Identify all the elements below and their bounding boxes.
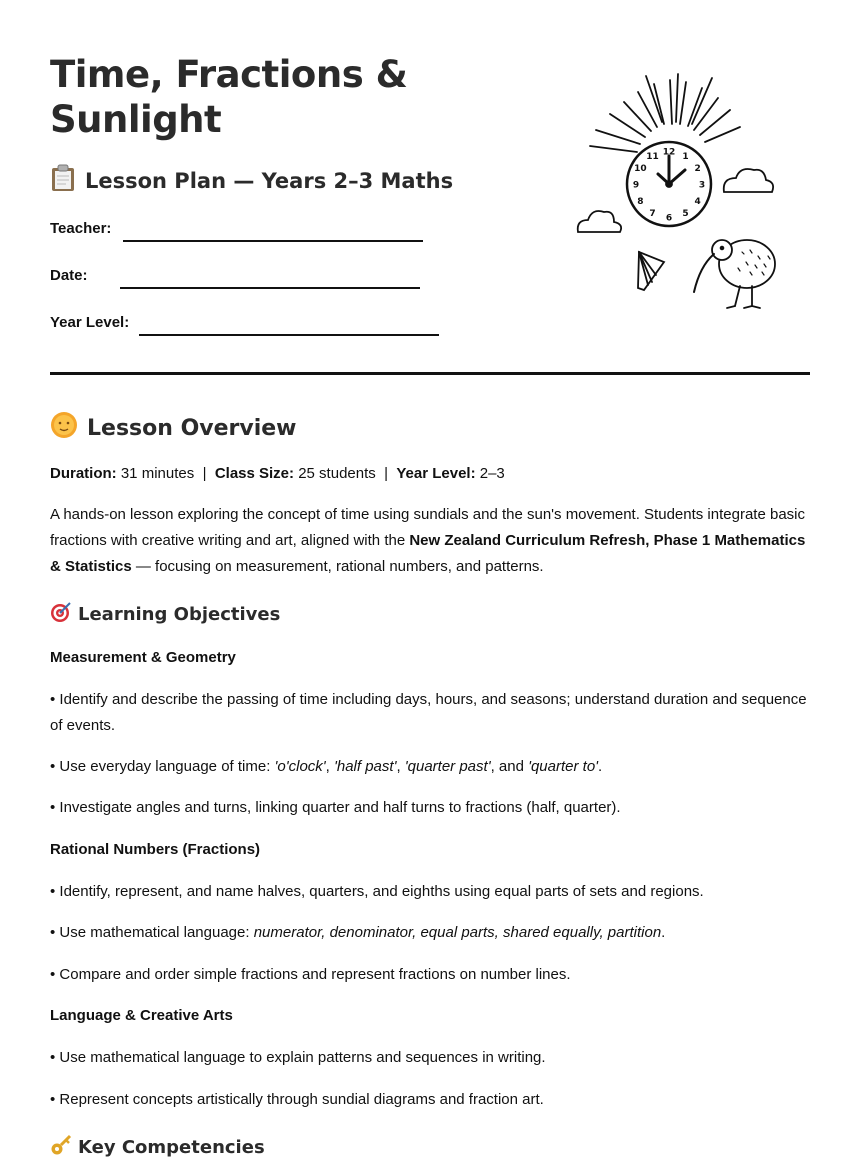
- clock-numeral: 4: [694, 197, 701, 207]
- duration-label: Duration:: [50, 465, 117, 482]
- target-icon: [50, 601, 72, 628]
- key-competencies-title: Key Competencies: [78, 1137, 265, 1158]
- teacher-input-line[interactable]: [123, 240, 423, 242]
- clock-numeral: 9: [632, 180, 640, 191]
- lesson-overview-title: Lesson Overview: [87, 415, 297, 441]
- clock-numeral: 10: [634, 164, 647, 174]
- sun-rays-icon: [590, 74, 740, 152]
- year-level-meta-value: 2–3: [479, 465, 505, 482]
- lesson-overview-heading: [50, 411, 297, 445]
- time-language-intro: • Use everyday language of time:: [50, 758, 275, 775]
- subtitle-text: Lesson Plan — Years 2–3 Maths: [85, 168, 454, 193]
- description-start: A hands-on lesson exploring the concept of time using sundials and the sun's movement. Students integrate basic fractions with creative writing and art, aligned with the: [50, 506, 805, 549]
- time-term: 'quarter to': [528, 758, 599, 775]
- class-size-value: 25 students: [298, 465, 376, 482]
- year-level-meta-label: Year Level:: [396, 465, 476, 482]
- lesson-plan-subtitle: [50, 164, 453, 197]
- clock-numeral: 5: [682, 209, 689, 220]
- list-item: [50, 920, 810, 946]
- date-input-line[interactable]: [120, 287, 420, 289]
- date-label: Date:: [50, 267, 88, 284]
- clock-numeral: 2: [694, 164, 701, 174]
- clock-icon: [627, 142, 711, 226]
- cloud-icon: [578, 211, 621, 232]
- year-level-label: Year Level:: [50, 314, 130, 331]
- learning-objectives-heading: [50, 601, 280, 628]
- overview-meta: [50, 461, 810, 487]
- date-field: [50, 267, 88, 284]
- list-item: • Use mathematical language to explain patterns and sequences in writing.: [50, 1049, 546, 1066]
- list-item: • Investigate angles and turns, linking quarter and half turns to fractions (half, quarter).: [50, 799, 621, 816]
- list-item: • Represent concepts artistically through sundial diagrams and fraction art.: [50, 1091, 544, 1108]
- curriculum-name: New Zealand Curriculum Refresh, Phase 1 Mathematics & Statistics: [50, 532, 806, 575]
- term-separator: , and: [490, 758, 529, 775]
- teacher-field: [50, 220, 111, 237]
- fraction-fan-icon: [638, 252, 664, 290]
- sun-icon: [50, 411, 78, 445]
- class-size-label: Class Size:: [214, 465, 295, 482]
- learning-objectives-title: Learning Objectives: [78, 604, 281, 625]
- sundial-illustration: [572, 72, 782, 317]
- key-icon: [50, 1134, 72, 1161]
- description-end: — focusing on measurement, rational numbers, and patterns.: [131, 558, 544, 575]
- clock-numeral: 7: [649, 209, 656, 220]
- math-language-intro: • Use mathematical language:: [50, 924, 254, 941]
- meta-separator: |: [202, 465, 207, 482]
- clipboard-icon: [50, 164, 76, 197]
- list-item: • Identify and describe the passing of time including days, hours, and seasons; understand duration and sequence of events.: [50, 691, 807, 734]
- year-level-input-line[interactable]: [139, 334, 439, 336]
- math-terms: numerator, denominator, equal parts, shared equally, partition: [253, 924, 662, 941]
- time-term: 'o'clock': [274, 758, 326, 775]
- overview-description: [50, 502, 810, 580]
- measurement-geometry-heading: Measurement & Geometry: [50, 649, 236, 666]
- cloud-icon: [724, 169, 773, 192]
- list-item: [50, 754, 810, 780]
- clock-numeral: 3: [698, 180, 706, 191]
- time-term: 'quarter past': [404, 758, 491, 775]
- term-end: .: [661, 924, 666, 941]
- term-separator: ,: [396, 758, 405, 775]
- clock-numeral: 6: [665, 213, 673, 224]
- section-divider: [50, 372, 810, 375]
- language-arts-heading: Language & Creative Arts: [50, 1007, 233, 1024]
- list-item: • Compare and order simple fractions and represent fractions on number lines.: [50, 966, 571, 983]
- meta-separator: |: [384, 465, 389, 482]
- teacher-label: Teacher:: [50, 220, 112, 237]
- clock-numeral: 8: [637, 197, 644, 207]
- clock-numeral: 11: [646, 151, 659, 162]
- term-end: .: [598, 758, 603, 775]
- key-competencies-heading: [50, 1134, 265, 1161]
- duration-value: 31 minutes: [120, 465, 195, 482]
- term-separator: ,: [325, 758, 334, 775]
- time-term: 'half past': [334, 758, 397, 775]
- clock-numeral: 12: [662, 147, 676, 158]
- list-item: • Identify, represent, and name halves, quarters, and eighths using equal parts of sets and regions.: [50, 883, 704, 900]
- clock-numeral: 1: [682, 151, 689, 162]
- kiwi-bird-icon: [694, 240, 775, 308]
- page-title: Time, Fractions & Sunlight: [50, 53, 408, 141]
- rational-numbers-heading: Rational Numbers (Fractions): [50, 841, 261, 858]
- year-level-field: [50, 314, 129, 331]
